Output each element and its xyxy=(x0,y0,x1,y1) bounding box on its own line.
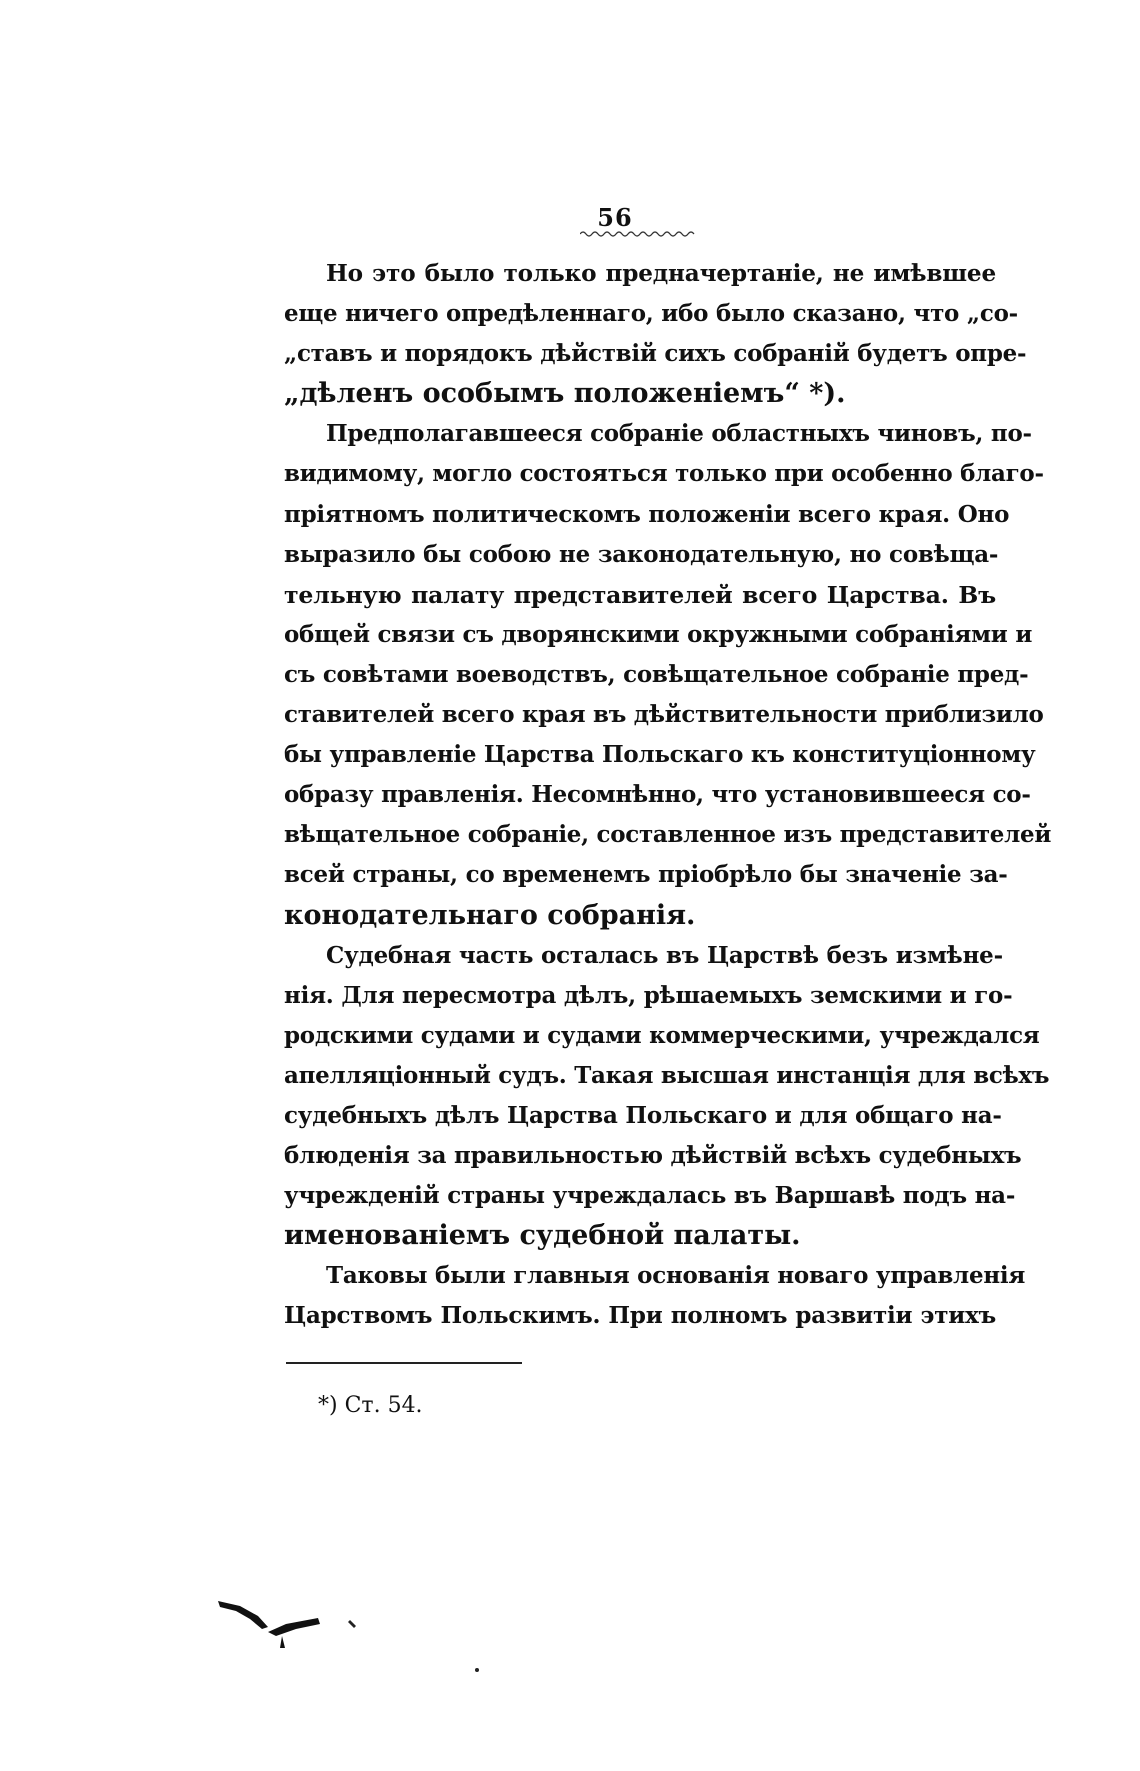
paragraph xyxy=(284,254,1027,414)
footnote-rule xyxy=(286,1362,522,1364)
paragraph xyxy=(284,936,1050,1257)
text-line: бы управленіе Царства Польскаго къ конституціонному xyxy=(284,741,1036,769)
ink-smudge-mark xyxy=(348,1620,356,1628)
text-line: съ совѣтами воеводствъ, совѣщательное собраніе пред- xyxy=(284,660,1029,688)
text-line: „дѣленъ особымъ положеніемъ“ *). xyxy=(284,378,846,410)
text-line: еще ничего опредѣленнаго, ибо было сказано, что „со- xyxy=(284,300,1018,328)
text-line: нія. Для пересмотра дѣлъ, рѣшаемыхъ земскими и го- xyxy=(284,981,1013,1009)
text-line: выразило бы собою не законодательную, но совѣща- xyxy=(284,540,999,568)
paragraph xyxy=(284,414,1052,935)
text-line: Но это было только предначертаніе, не имѣвшее xyxy=(326,260,996,287)
text-line: учрежденій страны учреждалась въ Варшавѣ подъ на- xyxy=(284,1182,1016,1210)
text-line: „ставъ и порядокъ дѣйствій сихъ собраній будетъ опре- xyxy=(284,340,1027,368)
text-line: ставителей всего края въ дѣйствительности приблизило xyxy=(284,701,1044,729)
text-line: апелляціонный судъ. Такая высшая инстанція для всѣхъ xyxy=(284,1061,1050,1089)
ink-smudge-mark xyxy=(268,1618,320,1636)
body-text xyxy=(284,254,1052,1337)
text-line: родскими судами и судами коммерческими, учреждался xyxy=(284,1021,1040,1049)
text-line: всей страны, со временемъ пріобрѣло бы значеніе за- xyxy=(284,861,1008,889)
text-line: тельную палату представителей всего Царства. Въ xyxy=(284,580,996,609)
ink-smudge-mark xyxy=(218,1601,268,1629)
text-line: Таковы были главныя основанія новаго управленія xyxy=(326,1262,1026,1290)
page-number-ornament xyxy=(580,230,696,238)
text-line: блюденія за правильностью дѣйствій всѣхъ судебныхъ xyxy=(284,1142,1022,1170)
text-line: видимому, могло состояться только при особенно благо- xyxy=(284,460,1044,488)
text-line: вѣщательное собраніе, составленное изъ представителей xyxy=(284,821,1052,849)
text-line: именованіемъ судебной палаты. xyxy=(284,1220,801,1252)
footnote: *) Ст. 54. xyxy=(318,1393,423,1418)
text-line: пріятномъ политическомъ положеніи всего края. Оно xyxy=(284,500,1010,528)
text-line: Предполагавшееся собраніе областныхъ чиновъ, по- xyxy=(326,420,1032,448)
paragraph xyxy=(284,1256,1026,1336)
page-number: 56 xyxy=(597,203,633,232)
text-line: судебныхъ дѣлъ Царства Польскаго и для общаго на- xyxy=(284,1101,1002,1129)
ink-speck-mark xyxy=(475,1668,479,1672)
text-line: Судебная часть осталась въ Царствѣ безъ измѣне- xyxy=(326,941,1003,969)
text-line: Царствомъ Польскимъ. При полномъ развитіи этихъ xyxy=(284,1302,996,1330)
ink-smudge-mark xyxy=(280,1636,285,1648)
text-line: общей связи съ дворянскими окружными собраніями и xyxy=(284,620,1033,648)
text-line: образу правленія. Несомнѣнно, что установившееся со- xyxy=(284,781,1031,809)
text-line: конодательнаго собранія. xyxy=(284,899,696,931)
